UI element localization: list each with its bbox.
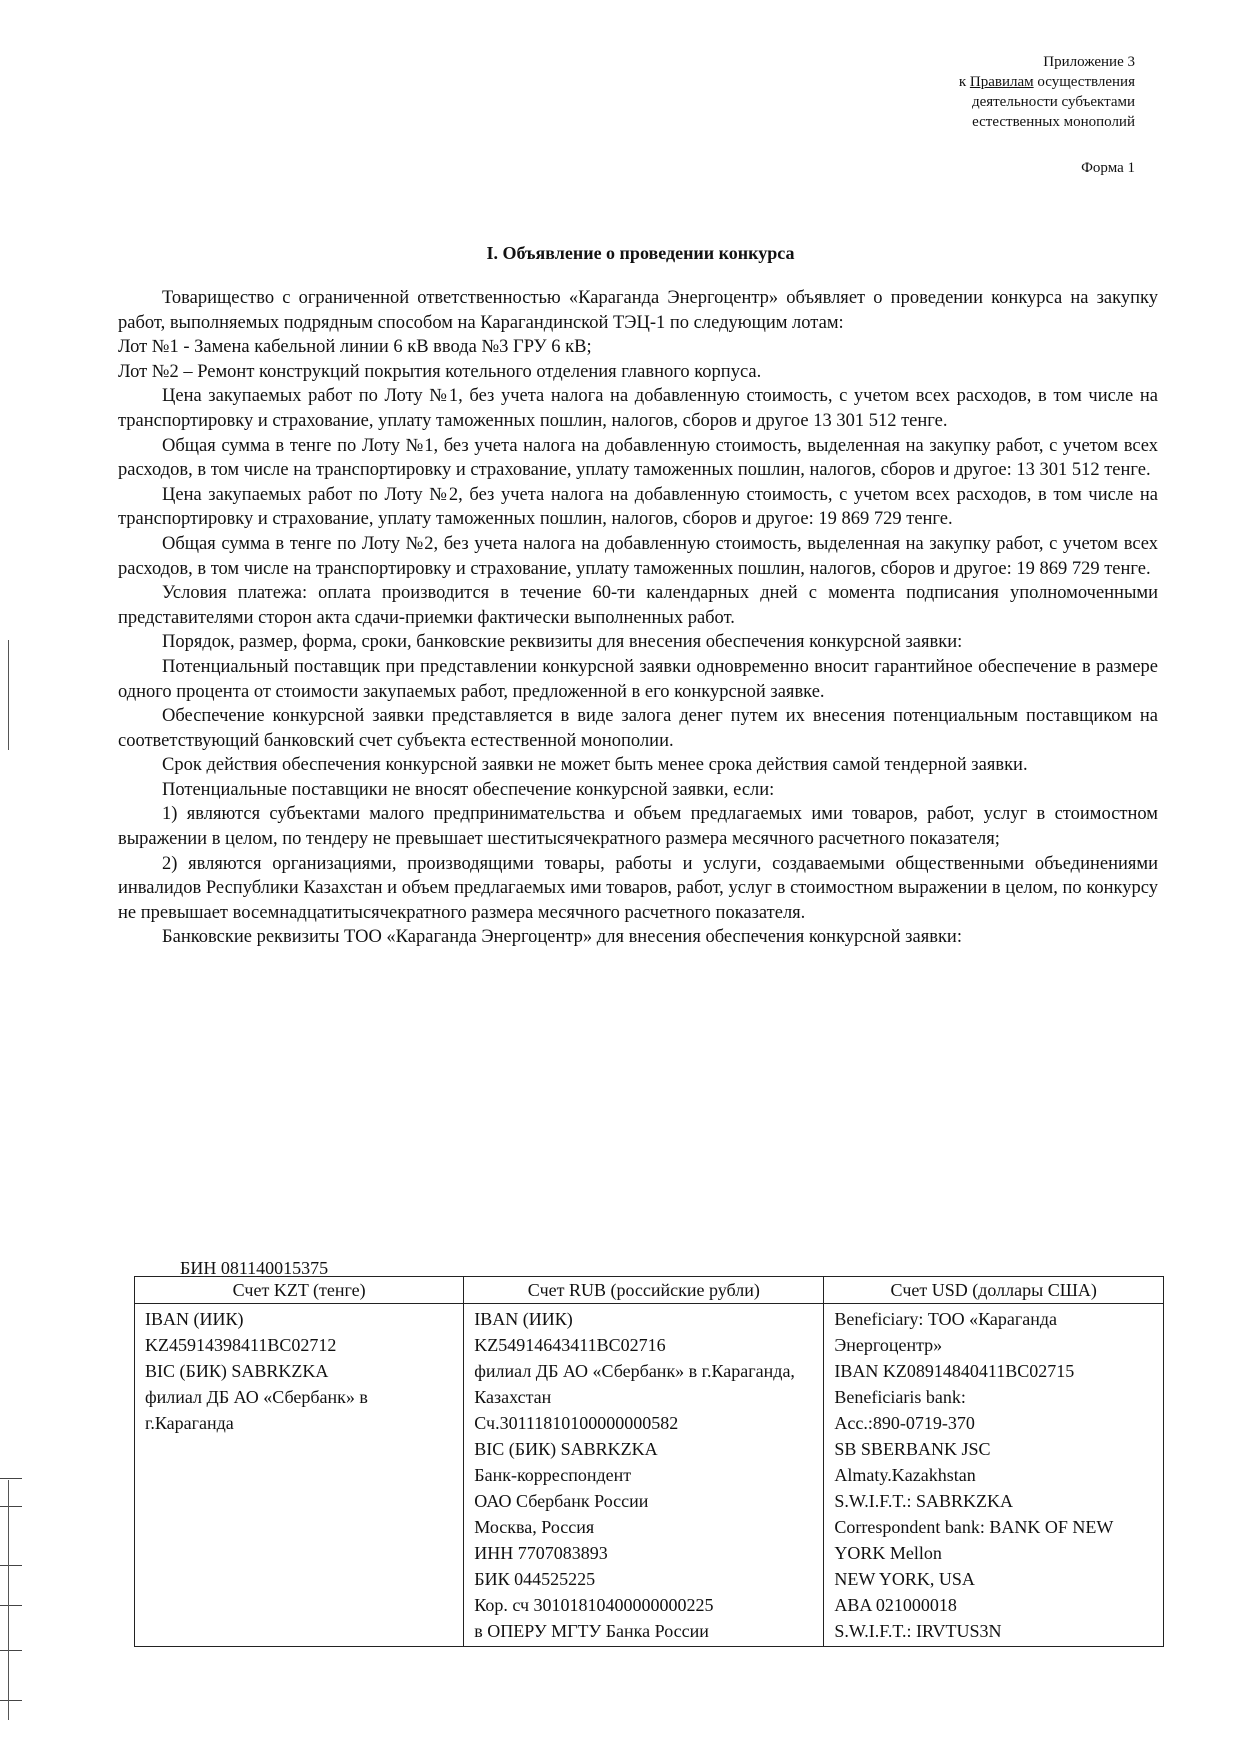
kzt-line: IBAN (ИИК) [145, 1309, 244, 1329]
scan-margin-mark [0, 1478, 22, 1479]
usd-line: S.W.I.F.T.: SABRKZKA [834, 1491, 1013, 1511]
rub-line: в ОПЕРУ МГТУ Банка России [474, 1621, 709, 1641]
rub-line: IBAN (ИИК) [474, 1309, 573, 1329]
scan-margin-line [8, 1480, 9, 1720]
paragraph-intro: Товарищество с ограниченной ответственностью «Караганда Энергоцентр» объявляет о проведении конкурса на закупку работ, выполняемых подрядным способом на Карагандинской ТЭЦ-1 по следующим лотам: [118, 288, 1158, 333]
usd-line: Correspondent bank: BANK OF NEW YORK Mellon [834, 1517, 1114, 1563]
rub-line: BIC (БИК) SABRKZKA [474, 1439, 658, 1459]
announcement-body [118, 286, 1158, 950]
lot-1: Лот №1 - Замена кабельной линии 6 кВ ввода №3 ГРУ 6 кВ; [118, 337, 592, 358]
form-label: Форма 1 [1081, 160, 1135, 176]
scan-margin-mark [0, 1605, 22, 1606]
appendix-line-2-prefix: к [958, 74, 970, 90]
appendix-note [835, 52, 1135, 132]
paragraph-pledge: Обеспечение конкурсной заявки представляется в виде залога денег путем их внесения потенциальным поставщиком на соответствующий банковский счет субъекта естественной монополии. [118, 706, 1158, 751]
usd-line: Beneficiary: ТОО «Караганда Энергоцентр» [834, 1309, 1058, 1355]
header-usd: Счет USD (доллары США) [824, 1277, 1164, 1304]
scan-margin-mark [0, 1700, 22, 1701]
appendix-line-4: естественных монополий [972, 114, 1135, 130]
kzt-line: KZ45914398411BC02712 [145, 1335, 337, 1355]
usd-line: S.W.I.F.T.: IRVTUS3N [834, 1621, 1002, 1641]
header-rub: Счет RUB (российские рубли) [464, 1277, 824, 1304]
paragraph-bank-details: Банковские реквизиты ТОО «Караганда Энергоцентр» для внесения обеспечения конкурсной заявки: [162, 927, 962, 948]
usd-line: SB SBERBANK JSC [834, 1439, 991, 1459]
table-row [135, 1304, 1164, 1647]
paragraph-exemption-1: 1) являются субъектами малого предпринимательства и объем предлагаемых ими товаров, работ, услуг в стоимостном выражении в целом, по тендеру не превышает шеститысячекратного размера месячного расчетного показателя; [118, 804, 1158, 850]
rub-line: ИНН 7707083893 [474, 1543, 608, 1563]
rub-line: Москва, Россия [474, 1517, 595, 1537]
paragraph-lot2-price: Цена закупаемых работ по Лоту №2, без учета налога на добавленную стоимость, с учетом всех расходов, в том числе на транспортировку и страхование, уплату таможенных пошлин, налогов, сборов и другое: 19 869 729 тенге. [118, 484, 1158, 530]
header-kzt: Счет KZT (тенге) [135, 1277, 464, 1304]
usd-line: Acc.:890-0719-370 [834, 1413, 975, 1433]
paragraph-lot2-total: Общая сумма в тенге по Лоту №2, без учета налога на добавленную стоимость, выделенная на закупку работ, с учетом всех расходов, в том числе на транспортировку и страхование, уплату таможенных пошлин, налогов, сборов и другое: 19 869 729 тенге. [118, 533, 1158, 579]
rub-line: Кор. сч 30101810400000000225 [474, 1595, 714, 1615]
appendix-line-2 [835, 72, 1135, 92]
usd-line: Almaty.Kazakhstan [834, 1465, 976, 1485]
rub-line: БИК 044525225 [474, 1569, 596, 1589]
document-title: I. Объявление о проведении конкурса [486, 243, 795, 263]
scan-margin-mark [0, 1650, 22, 1651]
paragraph-exemption-2: 2) являются организациями, производящими товары, работы и услуги, создаваемыми общественными объединениями инвалидов Республики Казахстан и объем предлагаемых ими товаров, работ, услуг в стоимостном выражении в целом, по конкурсу не превышает восемнадцатитысячекратного размера месячного расчетного показателя. [118, 853, 1158, 923]
cell-kzt [135, 1304, 464, 1647]
bank-details-table [134, 1276, 1164, 1647]
rub-line: филиал ДБ АО «Сбербанк» в г.Караганда, Казахстан [474, 1361, 795, 1407]
rub-line: KZ54914643411BC02716 [474, 1335, 666, 1355]
rub-line: Сч.30111810100000000582 [474, 1413, 679, 1433]
scan-margin-mark [0, 1565, 22, 1566]
rub-line: Банк-корреспондент [474, 1465, 632, 1485]
lot-2: Лот №2 – Ремонт конструкций покрытия котельного отделения главного корпуса. [118, 361, 762, 382]
kzt-line: филиал ДБ АО «Сбербанк» в г.Караганда [145, 1387, 368, 1433]
cell-rub [464, 1304, 824, 1647]
document-page [118, 0, 1163, 1754]
rub-line: ОАО Сбербанк России [474, 1491, 649, 1511]
usd-line: NEW YORK, USA [834, 1569, 975, 1589]
paragraph-lot1-total: Общая сумма в тенге по Лоту №1, без учета налога на добавленную стоимость, выделенная на закупку работ, с учетом всех расходов, в том числе на транспортировку и страхование, уплату таможенных пошлин, налогов, сборов и другое: 13 301 512 тенге. [118, 435, 1158, 481]
usd-line: IBAN KZ08914840411BC02715 [834, 1361, 1075, 1381]
table-header-row [135, 1277, 1164, 1304]
scan-margin-line [8, 640, 9, 750]
paragraph-validity: Срок действия обеспечения конкурсной заявки не может быть менее срока действия самой тендерной заявки. [162, 755, 1028, 776]
paragraph-security-procedure: Порядок, размер, форма, сроки, банковские реквизиты для внесения обеспечения конкурсной заявки: [162, 632, 963, 653]
rules-link: Правилам [969, 74, 1034, 90]
usd-line: Beneficiaris bank: [834, 1387, 966, 1407]
appendix-line-2-suffix: осуществления [1033, 74, 1135, 90]
paragraph-guarantee: Потенциальный поставщик при представлении конкурсной заявки одновременно вносит гарантийное обеспечение в размере одного процента от стоимости закупаемых работ, предложенной в его конкурсной заявке. [118, 656, 1158, 702]
appendix-line-1: Приложение 3 [1043, 54, 1135, 70]
scan-margin-mark [0, 1506, 22, 1507]
bin-number: БИН 081140015375 [180, 1258, 329, 1278]
cell-usd [824, 1304, 1164, 1647]
paragraph-lot1-price: Цена закупаемых работ по Лоту №1, без учета налога на добавленную стоимость, с учетом всех расходов, в том числе на транспортировку и страхование, уплату таможенных пошлин, налогов, сборов и другое 13 301 512 тенге. [118, 386, 1158, 431]
paragraph-exemptions: Потенциальные поставщики не вносят обеспечение конкурсной заявки, если: [162, 779, 775, 800]
kzt-line: BIC (БИК) SABRKZKA [145, 1361, 329, 1381]
paragraph-payment-terms: Условия платежа: оплата производится в течение 60-ти календарных дней с момента подписания уполномоченными представителями сторон акта сдачи-приемки фактически выполненных работ. [118, 583, 1158, 628]
usd-line: ABA 021000018 [834, 1595, 957, 1615]
appendix-line-3: деятельности субъектами [971, 94, 1135, 110]
